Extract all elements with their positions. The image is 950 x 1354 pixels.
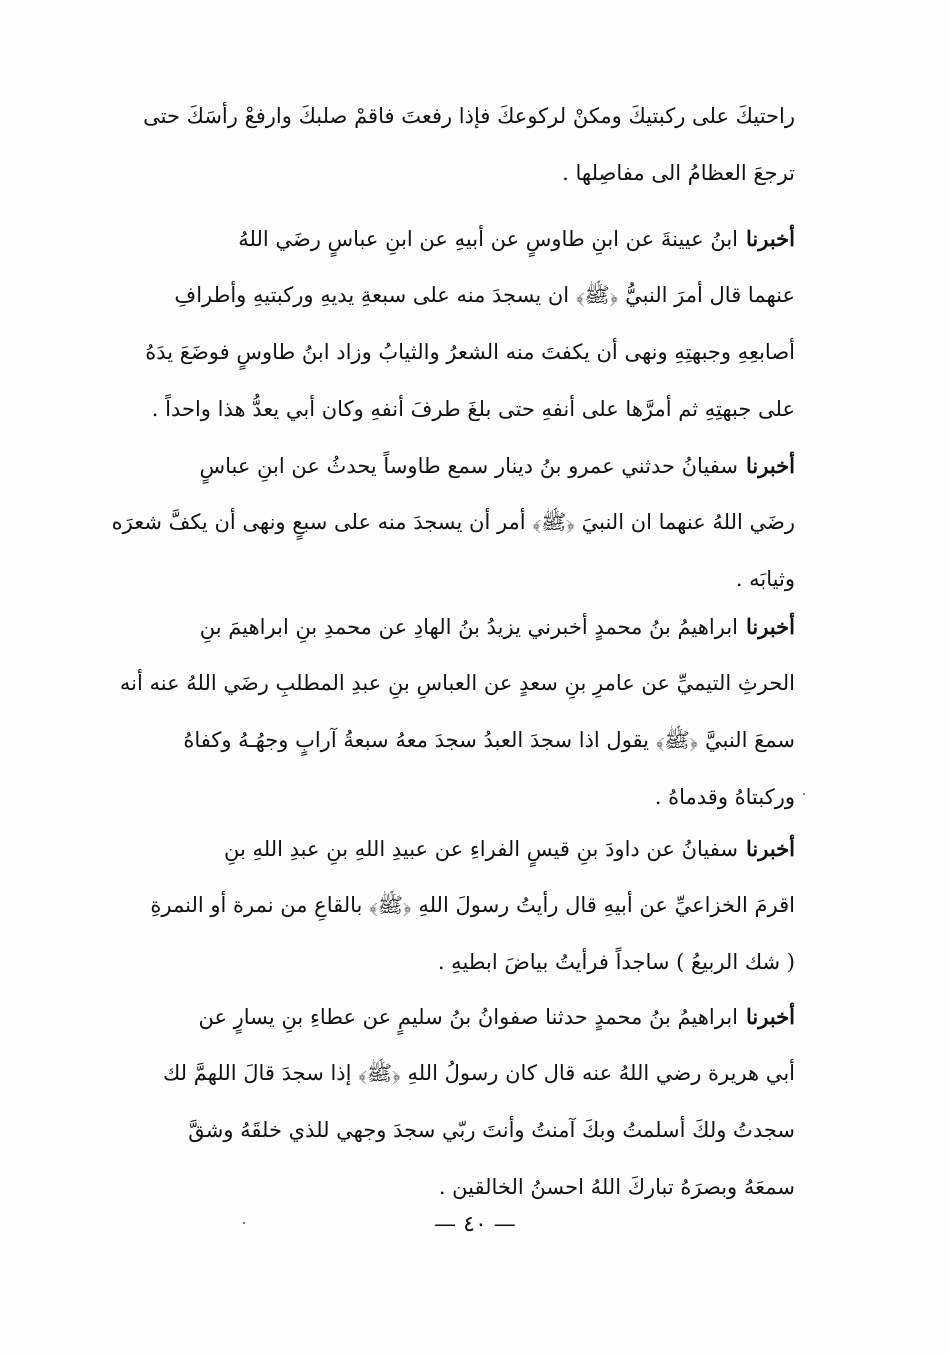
text-line: أخبرناسفيانُ عن داودَ بنِ قيسٍ الفراءِ عن عبيدِ اللهِ بنِ عبدِ اللهِ بنِ (224, 836, 795, 861)
text-line: أخبرناابراهيمُ بنُ محمدٍ أخبرني يزيدُ بنُ الهادِ عن محمدِ بنِ ابراهيمَ بنِ (199, 614, 795, 639)
hadith-paragraph (105, 210, 795, 438)
hadith-paragraph (105, 988, 795, 1216)
text-line: سمعَهُ وبصرَهُ تباركَ اللهُ احسنُ الخالقين . (438, 1175, 795, 1199)
text-line: أصابعِهِ وجبهتِهِ ونهى أن يكفتَ منه الشعرُ والثيابُ وزاد ابنُ طاوسٍ فوضَعَ يدَهُ (145, 340, 795, 364)
text-line: سمعَ النبيَّ ﴿ﷺ﴾ يقول اذا سجدَ العبدُ سجدَ معهُ سبعةُ آرابٍ وجهُـهُ وكفاهُ (183, 728, 795, 752)
hadith-paragraph (105, 437, 795, 608)
text-line: أخبرناابراهيمُ بنُ محمدٍ حدثنا صفوانُ بنُ سليمٍ عن عطاءِ بنِ يسارٍ عن (198, 1004, 795, 1029)
hadith-paragraph (105, 820, 795, 991)
lead-word: أخبرنا (746, 226, 795, 251)
lead-word: أخبرنا (746, 836, 795, 861)
text-line: الحرثِ التيميِّ عن عامرِ بنِ سعدٍ عن العباسِ بنِ عبدِ المطلبِ رضَي اللهُ عنه أنه (119, 671, 795, 695)
text-line: على جبهتِهِ ثم أمرَّها على أنفهِ حتى بلغَ طرفَ أنفهِ وكان أبي يعدُّ هذا واحداً . (151, 397, 795, 421)
text-line: أخبرناسفيانُ حدثني عمرو بنُ دينار سمع طاوساً يحدثُ عن ابنِ عباسٍ (199, 453, 795, 478)
text-line: راحتيكَ على ركبتيكَ ومكنْ لركوعكَ فإذا رفعتَ فاقمْ صلبكَ وارفعْ رأسَكَ حتى (143, 104, 795, 128)
text-line: أبي هريرة رضي اللهُ عنه قال كان رسولُ اللهِ ﴿ﷺ﴾ إذا سجدَ قالَ اللهمَّ لك (162, 1061, 795, 1085)
lead-word: أخبرنا (746, 1004, 795, 1029)
text-line: ترجعَ العظامُ الى مفاصِلها . (562, 161, 795, 185)
scan-speck (803, 793, 805, 795)
text-line: أخبرناابنُ عيينةَ عن ابنِ طاوسٍ عن أبيهِ عن ابنِ عباسٍ رضَي اللهُ (238, 226, 795, 251)
text-line: وثيابَه . (735, 567, 795, 591)
text-line: وركبتاهُ وقدماهُ . (654, 785, 795, 809)
page-number: — ٤٠ — (434, 1212, 516, 1237)
text-line: سجدتُ ولكَ أسلمتُ وبكَ آمنتُ وأنتَ ربّي سجدَ وجهي للذي خلقَهُ وشقَّ (188, 1118, 795, 1142)
text-line: ( شك الربيعُ ) ساجداً فرأيتُ بياضَ ابطيهِ . (437, 950, 795, 974)
scan-speck (243, 1222, 245, 1224)
text-line: عنهما قال أمرَ النبيُّ ﴿ﷺ﴾ ان يسجدَ منه على سبعةِ يديهِ وركبتيهِ وأطرافِ (174, 283, 795, 307)
hadith-paragraph (105, 598, 795, 826)
text-line: اقرمَ الخزاعيِّ عن أبيهِ قال رأيتُ رسولَ اللهِ ﴿ﷺ﴾ بالقاعِ من نمرة أو النمرةِ (150, 893, 795, 917)
paragraph-continuation (105, 88, 795, 202)
lead-word: أخبرنا (746, 453, 795, 478)
lead-word: أخبرنا (746, 614, 795, 639)
text-line: رضَي اللهُ عنهما ان النبيَ ﴿ﷺ﴾ أمر أن يسجدَ منه على سبعٍ ونهى أن يكفَّ شعرَه (111, 510, 795, 534)
